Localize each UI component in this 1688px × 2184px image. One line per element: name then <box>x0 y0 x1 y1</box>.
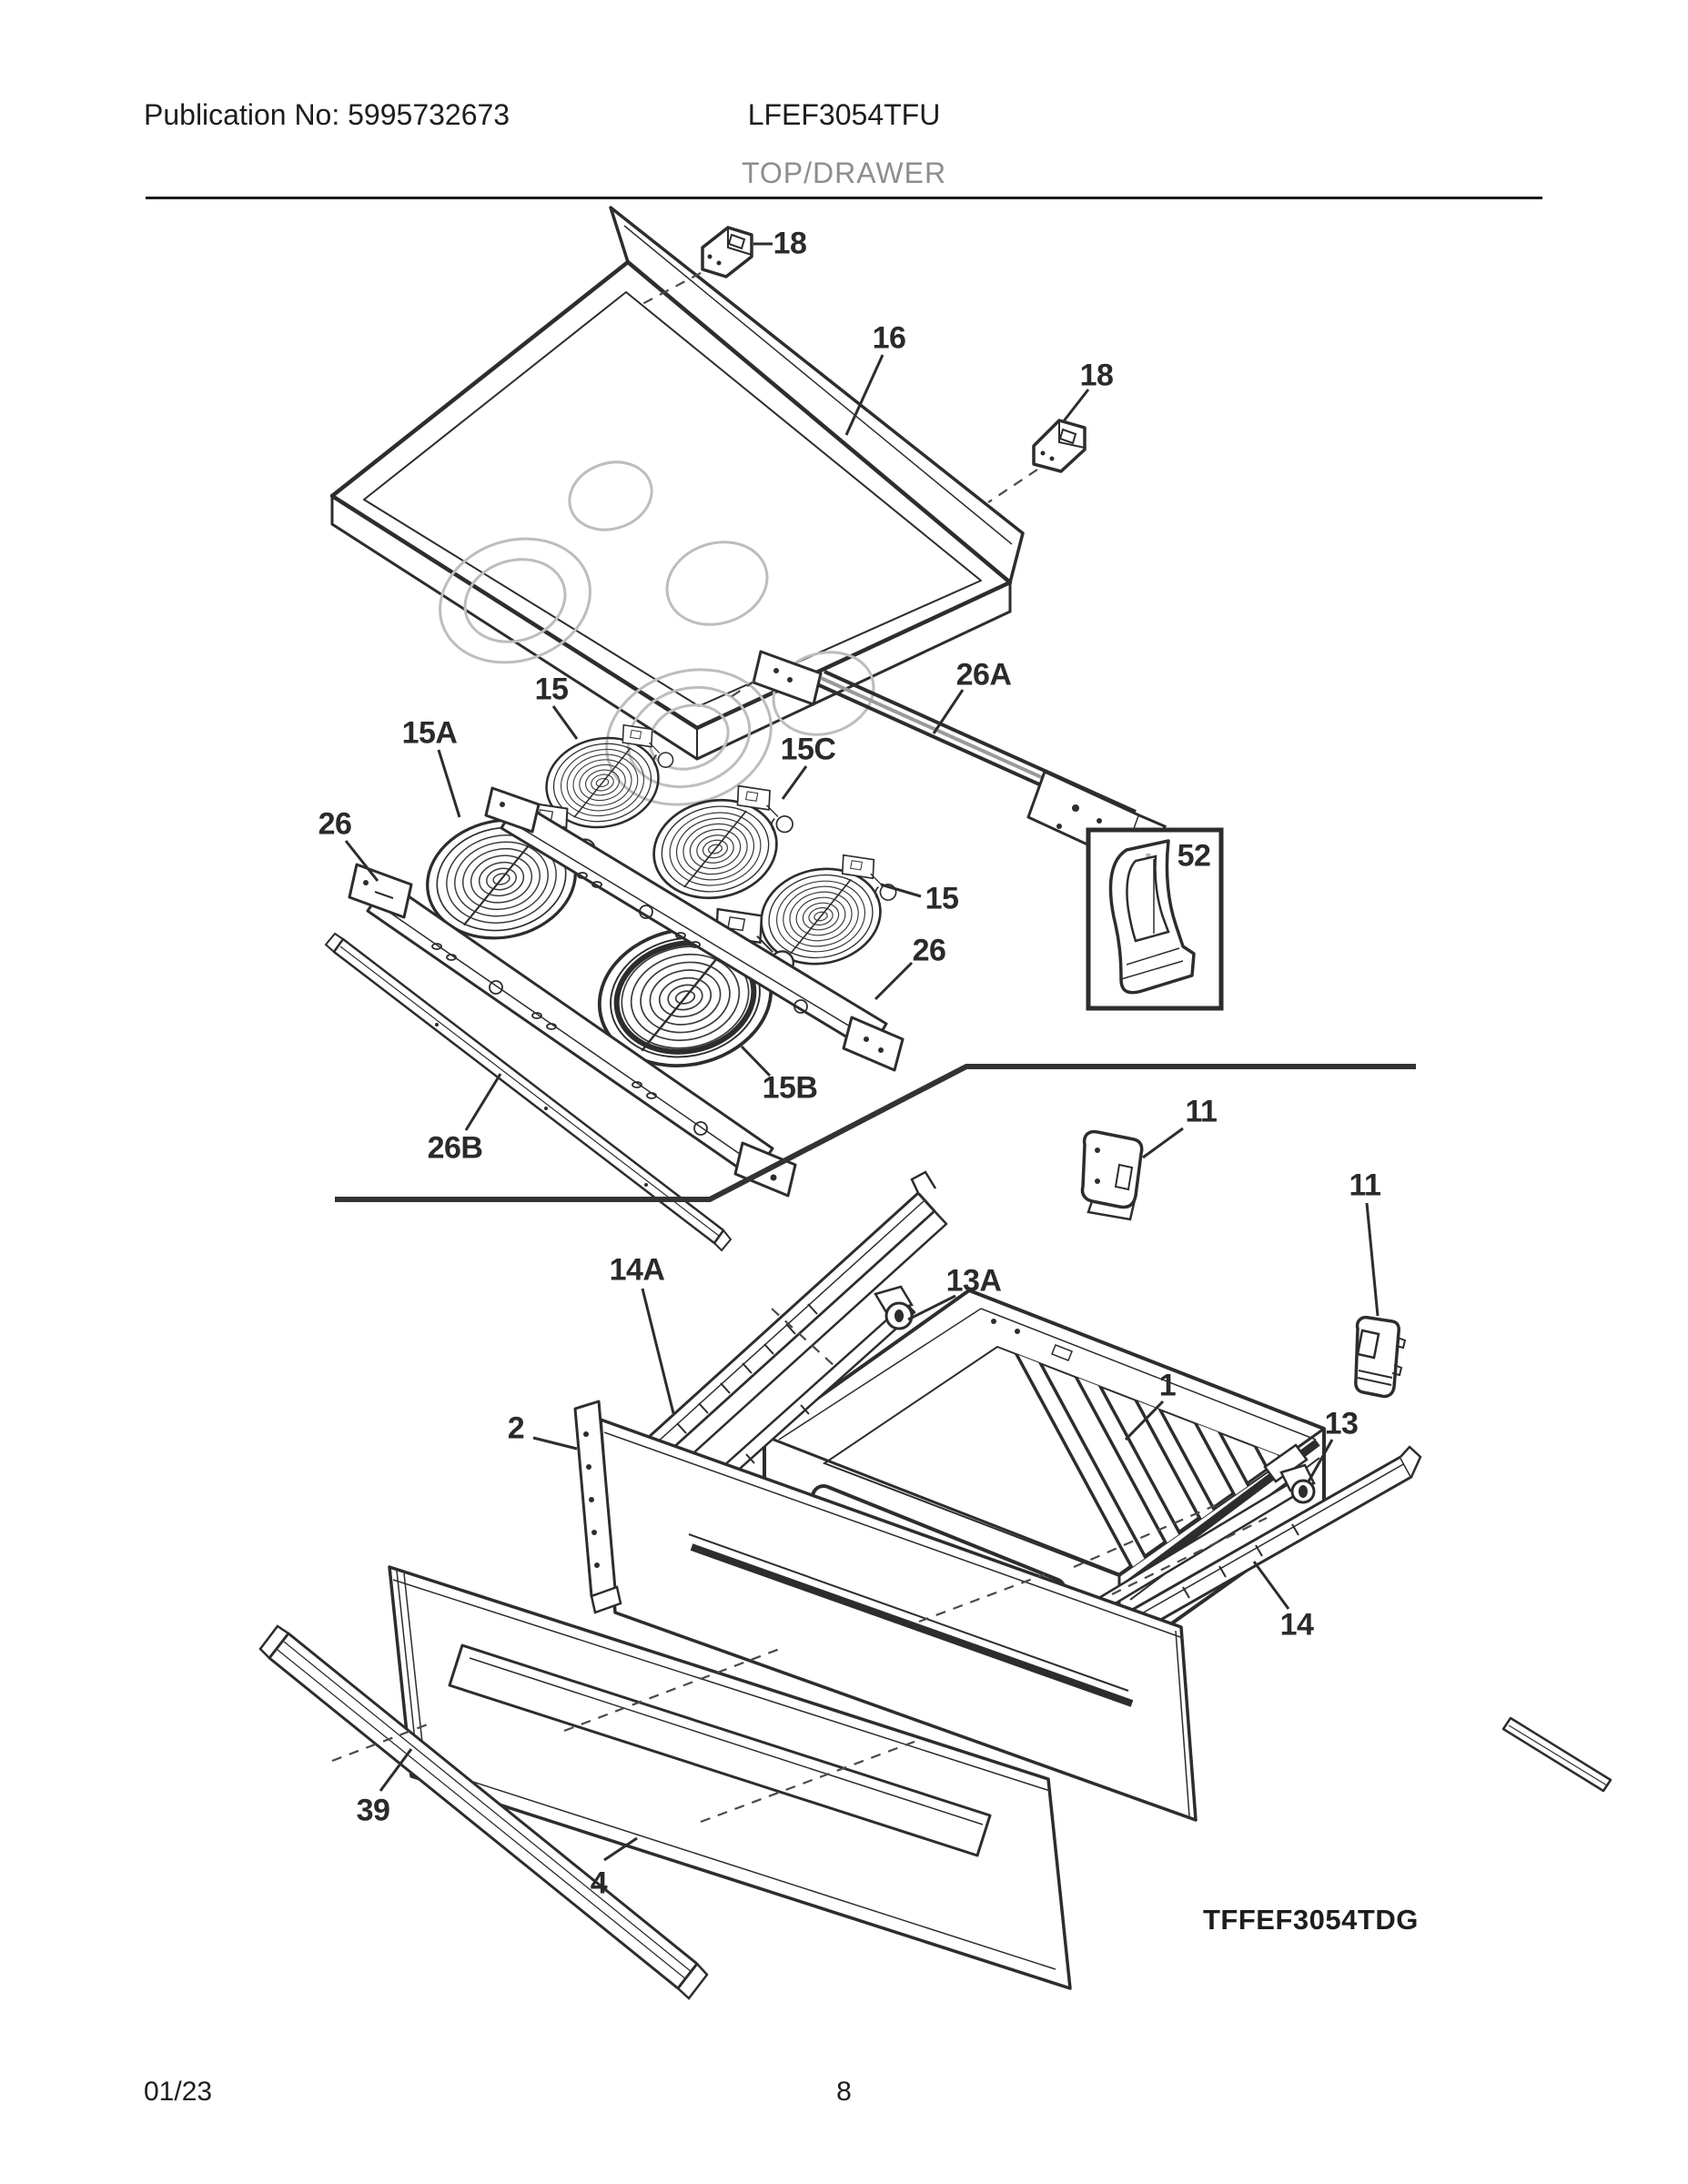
callout-18-top: 18 <box>773 226 807 261</box>
footer-date: 01/23 <box>144 2077 213 2107</box>
callout-39: 39 <box>356 1793 390 1828</box>
callout-4: 4 <box>590 1866 608 1901</box>
callout-11-upper: 11 <box>1185 1094 1218 1129</box>
callout-26-left: 26 <box>318 806 352 842</box>
callout-15-right: 15 <box>925 881 959 916</box>
variant-model-code: TFFEF3054TDG <box>1203 1904 1419 1936</box>
callout-18-right: 18 <box>1079 358 1114 393</box>
callout-13: 13 <box>1324 1406 1359 1441</box>
callout-26A: 26A <box>955 657 1012 693</box>
callout-26B: 26B <box>427 1130 483 1166</box>
callout-2: 2 <box>507 1410 525 1446</box>
bracket-11-right-drawing <box>1356 1318 1405 1397</box>
footer-page-number: 8 <box>836 2077 852 2107</box>
callout-14A: 14A <box>609 1252 665 1288</box>
bracket-18-top-drawing <box>702 228 752 277</box>
callout-1: 1 <box>1158 1368 1177 1403</box>
slide-rail-far-right-drawing <box>1503 1718 1611 1791</box>
publication-number: Publication No: 5995732673 <box>144 98 510 131</box>
callout-15B: 15B <box>762 1070 818 1106</box>
callout-15C: 15C <box>780 732 836 767</box>
bracket-18-right-drawing <box>1034 420 1085 471</box>
callout-13A: 13A <box>945 1263 1002 1299</box>
section-divider-line <box>335 1067 1416 1199</box>
callout-15-top: 15 <box>534 672 569 707</box>
section-title: TOP/DRAWER <box>741 157 947 189</box>
callout-52: 52 <box>1177 838 1211 874</box>
bracket-11-upper-drawing <box>1082 1132 1141 1219</box>
callout-26-right: 26 <box>912 933 946 968</box>
element-15C-drawing <box>642 776 804 909</box>
callout-11-right: 11 <box>1349 1168 1381 1203</box>
model-number: LFEF3054TFU <box>747 98 941 131</box>
callout-14: 14 <box>1279 1607 1314 1643</box>
callout-15A: 15A <box>401 715 458 751</box>
callout-16: 16 <box>872 320 906 356</box>
